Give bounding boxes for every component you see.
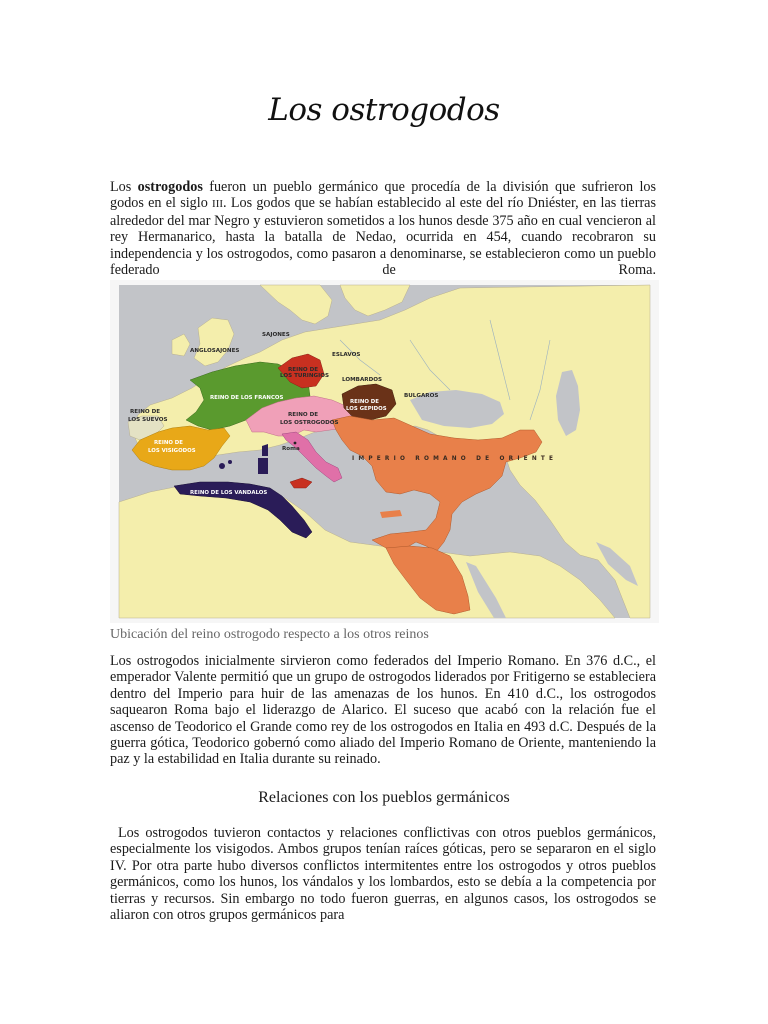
label-gepidos-1: REINO DE (350, 399, 379, 405)
intro-lead: Los (110, 179, 138, 195)
island-sardinia (258, 458, 268, 474)
label-oriente: IMPERIO ROMANO DE ORIENTE (352, 456, 558, 462)
label-francos: REINO DE LOS FRANCOS (210, 395, 284, 401)
intro-rest: . Los godos que se habían establecido al este del río Dniéster, en las tierras alrededor del mar Negro y estuvieron sometidos a los hunos desde 375 año en cual vencieron al rey Hermanarico, hasta la batalla de Nedao, ocurrida en 454, cuando recobraron su independencia y los ostrogodos, como pasaron a denominarse, se establecieron como un pueblo federado de Roma. (110, 195, 656, 279)
roma-marker (294, 442, 297, 445)
label-visigodos-2: LOS VISIGODOS (148, 448, 196, 454)
relations-paragraph (110, 825, 656, 923)
intro-term: ostrogodos (137, 179, 203, 195)
century-numeral: III (212, 198, 224, 211)
label-sajones: SAJONES (262, 332, 290, 338)
label-lombardos: LOMBARDOS (342, 377, 383, 383)
label-ostrogodos-2: LOS OSTROGODOS (280, 420, 339, 426)
page-title: Los ostrogodos (268, 92, 500, 128)
label-roma: Roma (282, 446, 300, 452)
label-suevos-2: LOS SUEVOS (128, 417, 168, 423)
label-turingios-1: REINO DE (288, 367, 319, 373)
relations-text: Los ostrogodos tuvieron contactos y relaciones conflictivas con otros pueblos germánicos, especialmente los visigodos. Ambos grupos tenían raíces góticas, pero se separaron en el siglo IV. Por otra parte hubo diversos conflictos intermitentes entre los ostrogodos y otros pueblos germánicos, como los hunos, los vándalos y los lombardos, esto se debía a la competencia por tierras y recursos. Sin embargo no todo fueron guerras, en algunos casos, los ostrogodos se aliaron con otros grupos germánicos para (110, 825, 656, 924)
label-visigodos-1: REINO DE (154, 440, 183, 446)
label-suevos-1: REINO DE (130, 409, 161, 415)
island-corsica (262, 444, 268, 456)
intro-paragraph (110, 179, 656, 278)
island-balearic-1 (219, 463, 225, 469)
label-ostrogodos-1: REINO DE (288, 412, 319, 418)
historical-map (110, 280, 659, 623)
island-balearic-2 (228, 460, 232, 464)
section-heading: Relaciones con los pueblos germánicos (258, 789, 510, 806)
map-illustration (110, 280, 659, 623)
label-turingios-2: LOS TURINGIOS (280, 373, 329, 379)
label-gepidos-2: LOS GEPIDOS (346, 406, 387, 412)
label-bulgaros: BULGAROS (404, 393, 439, 399)
intro-body: fueron un pueblo germánico que procedía de la división que sufrieron los godos en el siglo (110, 179, 657, 212)
label-anglosajones: ANGLOSAJONES (190, 348, 240, 354)
map-caption: Ubicación del reino ostrogodo respecto a los otros reinos (110, 627, 429, 642)
history-paragraph: Los ostrogodos inicialmente sirvieron como federados del Imperio Romano. En 376 d.C., el emperador Valente permitió que un grupo de ostrogodos liderados por Fritigerno se estableciera dentro del Imperio para huir de las amenazas de los hunos. En 410 d.C., los ostrogodos saquearon Roma bajo el liderazgo de Alarico. El suceso que acabó con la relación fue el ascenso de Teodorico el Grande como rey de los ostrogodos en Italia en 493 d.C. Después de la guerra gótica, Teodorico gobernó como aliado del Imperio Romano de Oriente, manteniendo la paz y la estabilidad en Italia durante su reinado. (110, 653, 656, 768)
label-eslavos: ESLAVOS (332, 352, 361, 358)
label-vandalos: REINO DE LOS VANDALOS (190, 490, 268, 496)
